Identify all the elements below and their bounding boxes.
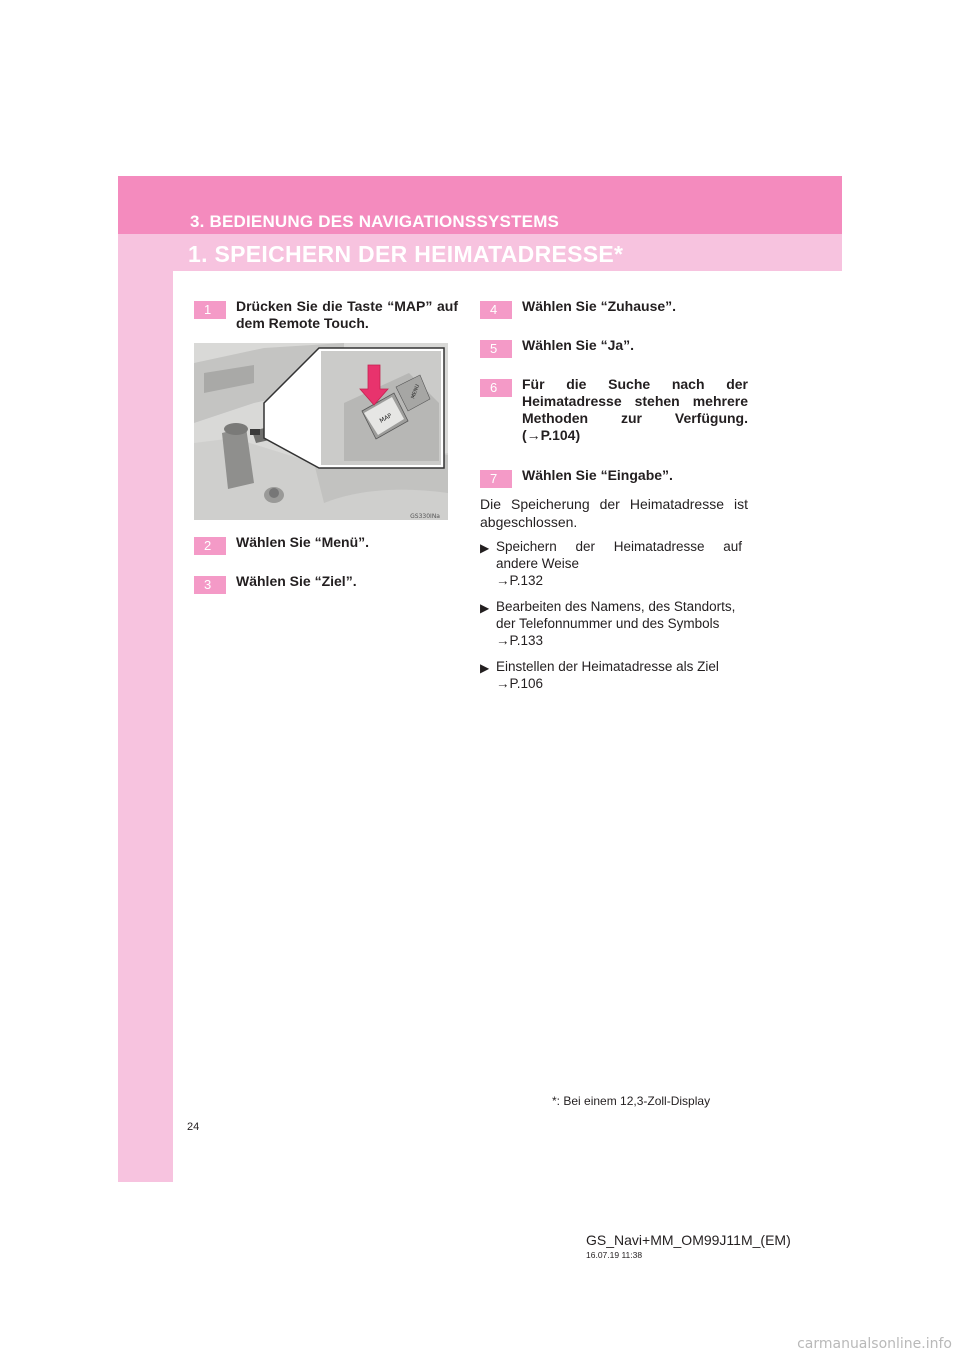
page-reference[interactable]: →P.106 <box>496 676 544 691</box>
step-text: Wählen Sie “Menü”. <box>236 534 370 550</box>
section-title: 3. BEDIENUNG DES NAVIGATIONSSYSTEMS <box>190 212 560 231</box>
page-title: 1. SPEICHERN DER HEIMATADRESSE* <box>188 241 624 267</box>
document-date: 16.07.19 11:38 <box>586 1250 643 1260</box>
step-text: Wählen Sie “Zuhause”. <box>522 298 677 314</box>
console-illustration <box>194 343 448 520</box>
triangle-bullet-icon: ▶ <box>480 541 490 555</box>
figure-code: GS330INa <box>410 513 440 520</box>
watermark: carmanualsonline.info <box>797 1336 952 1352</box>
triangle-bullet-icon: ▶ <box>480 661 490 675</box>
document-code: GS_Navi+MM_OM99J11M_(EM) <box>586 1232 791 1248</box>
page-number: 24 <box>187 1121 200 1133</box>
step-text: Für die Suche nach der Heimatadresse stehen mehrere Methoden zur Verfügung. (→P.104) <box>522 376 748 443</box>
step-text: Drücken Sie die Taste “MAP” auf dem Remote Touch. <box>236 298 458 331</box>
step-number: 3 <box>194 576 226 594</box>
bullet-text: Einstellen der Heimatadresse als Ziel <box>496 659 719 674</box>
bullet-text: Bearbeiten des Namens, des Standorts, der Telefonnummer und des Symbols <box>496 599 736 631</box>
step-text: Wählen Sie “Ja”. <box>522 337 635 353</box>
step-number: 6 <box>480 379 512 397</box>
step-number: 7 <box>480 470 512 488</box>
step-number: 2 <box>194 537 226 555</box>
step-number: 1 <box>194 301 226 319</box>
step-text: Wählen Sie “Ziel”. <box>236 573 357 589</box>
step-number: 5 <box>480 340 512 358</box>
conclusion-text: Die Speicherung der Heimatadresse ist abgeschlossen. <box>480 496 748 530</box>
step-number: 4 <box>480 301 512 319</box>
footnote: *: Bei einem 12,3-Zoll-Display <box>552 1094 711 1108</box>
bullet-text: Speichern der Heimatadresse auf andere Weise <box>496 539 742 571</box>
map-button-label: MAP <box>378 412 394 425</box>
step-text: Wählen Sie “Eingabe”. <box>522 467 673 483</box>
page-reference[interactable]: →P.132 <box>496 573 544 588</box>
page-reference[interactable]: →P.133 <box>496 633 544 648</box>
menu-button-label: MENU <box>410 383 421 400</box>
side-strip <box>118 176 173 1182</box>
triangle-bullet-icon: ▶ <box>480 601 490 615</box>
remote-touch-figure <box>194 343 448 520</box>
